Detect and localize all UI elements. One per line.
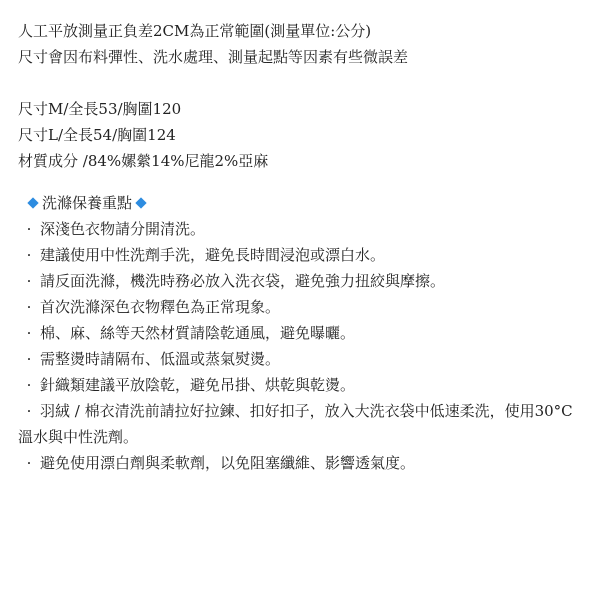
material-line: 材質成分 /84%嫘縈14%尼龍2%亞麻 (18, 152, 269, 170)
care-item-text: 深淺色衣物請分開清洗。 (40, 220, 206, 238)
care-item-text: 針織類建議平放陰乾，避免吊掛、烘乾與乾燙。 (40, 376, 356, 394)
care-item-6 (18, 346, 574, 372)
care-item-text: 首次洗滌深色衣物釋色為正常現象。 (40, 298, 281, 316)
care-section-title (18, 190, 588, 216)
care-item-5 (18, 320, 574, 346)
bullet: · (26, 402, 32, 420)
bullet: · (26, 298, 32, 316)
diamond-left-icon (27, 197, 38, 208)
bullet: · (26, 220, 32, 238)
spacer (18, 70, 588, 96)
care-item-9 (18, 450, 574, 476)
bullet: · (26, 454, 32, 472)
care-item-text: 建議使用中性洗劑手洗，避免長時間浸泡或漂白水。 (40, 246, 386, 264)
care-item-7 (18, 372, 574, 398)
care-item-text: 請反面洗滌，機洗時務必放入洗衣袋，避免強力扭絞與摩擦。 (40, 272, 446, 290)
bullet: · (26, 246, 32, 264)
care-instructions-list (18, 216, 588, 476)
care-item-8 (18, 398, 574, 450)
care-item-3 (18, 268, 574, 294)
bullet: · (26, 376, 32, 394)
size-l-line: 尺寸L/全長54/胸圍124 (18, 126, 176, 144)
care-item-text: 羽絨 / 棉衣清洗前請拉好拉鍊、扣好扣子，放入大洗衣袋中低速柔洗，使用30°C溫水與中性洗劑。 (18, 402, 573, 446)
care-item-text: 棉、麻、絲等天然材質請陰乾通風，避免曝曬。 (40, 324, 356, 342)
bullet: · (26, 272, 32, 290)
care-item-text: 需整燙時請隔布、低溫或蒸氣熨燙。 (40, 350, 281, 368)
bullet: · (26, 324, 32, 342)
measurement-note-line: 人工平放測量正負差2CM為正常範圍(測量單位:公分) (18, 22, 372, 40)
care-item-2 (18, 242, 574, 268)
bullet: · (26, 350, 32, 368)
care-item-1 (18, 216, 574, 242)
care-title-text: 洗滌保養重點 (42, 194, 133, 212)
diamond-right-icon (135, 197, 146, 208)
care-item-text: 避免使用漂白劑與柔軟劑，以免阻塞纖維、影響透氣度。 (40, 454, 416, 472)
measurement-variance-line: 尺寸會因布料彈性、洗水處理、測量起點等因素有些微誤差 (18, 48, 409, 66)
product-info-document (18, 18, 588, 476)
care-item-4 (18, 294, 574, 320)
size-m-line: 尺寸M/全長53/胸圍120 (18, 100, 182, 118)
